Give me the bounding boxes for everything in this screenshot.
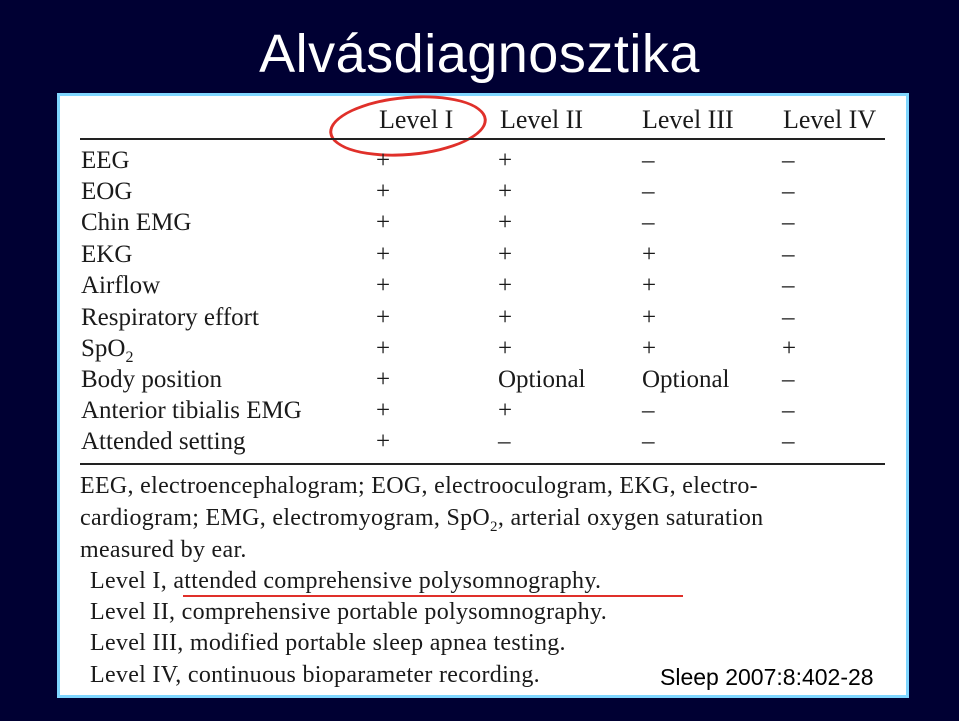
spo2-subscript: 2 (125, 349, 134, 366)
footnote-line: EEG, electroencephalogram; EOG, electrooculogram, EKG, electro- (80, 473, 758, 499)
row-label: Chin EMG (81, 209, 192, 236)
table-row (57, 428, 909, 459)
cell-level-i: + (376, 397, 391, 424)
cell-level-iv: – (782, 209, 795, 236)
cell-level-i: + (376, 304, 391, 331)
cell-level-iv: + (782, 335, 797, 362)
cell-level-ii: – (498, 428, 511, 455)
spo2-label: SpO (81, 335, 126, 362)
cell-level-ii: Optional (498, 366, 586, 393)
cell-level-i: + (376, 335, 391, 362)
cell-level-iv: – (782, 241, 795, 268)
row-label: Airflow (81, 272, 161, 299)
header-level-i: Level I (379, 105, 454, 134)
cell-level-ii: + (498, 397, 513, 424)
table-row (57, 209, 909, 240)
cell-level-iii: + (642, 304, 657, 331)
level-i-highlight-underline (183, 595, 683, 597)
table-row (57, 241, 909, 272)
cell-level-iv: – (782, 147, 795, 174)
cell-level-iii: – (642, 209, 655, 236)
header-rule (80, 138, 885, 140)
cell-level-ii: + (498, 147, 513, 174)
table-row (57, 272, 909, 303)
cell-level-iii: – (642, 178, 655, 205)
cell-level-iv: – (782, 178, 795, 205)
citation: Sleep 2007:8:402-28 (660, 664, 874, 690)
cell-level-iv: – (782, 366, 795, 393)
cell-level-iii: – (642, 397, 655, 424)
cell-level-ii: + (498, 304, 513, 331)
row-label: EOG (81, 178, 133, 205)
cell-level-iv: – (782, 397, 795, 424)
footnote-line2-end: , arterial oxygen saturation (497, 505, 764, 531)
level-definition: Level III, modified portable sleep apnea testing. (90, 630, 566, 656)
cell-level-i: + (376, 272, 391, 299)
row-label: Attended setting (81, 428, 246, 455)
cell-level-ii: + (498, 178, 513, 205)
cell-level-i: + (376, 241, 391, 268)
footnote-line2-start: cardiogram; EMG, electromyogram, SpO (80, 505, 491, 531)
row-label: Respiratory effort (81, 304, 259, 331)
cell-level-iii: – (642, 147, 655, 174)
footnote-rule (80, 463, 885, 465)
cell-level-i: + (376, 366, 391, 393)
table-row (57, 397, 909, 428)
cell-level-iii: – (642, 428, 655, 455)
table-row (57, 335, 909, 366)
cell-level-iii: + (642, 241, 657, 268)
cell-level-i: + (376, 178, 391, 205)
cell-level-ii: + (498, 241, 513, 268)
level-definition: Level IV, continuous bioparameter recording. (90, 662, 540, 688)
row-label: Body position (81, 366, 222, 393)
cell-level-iii: + (642, 335, 657, 362)
footnote-line (80, 505, 763, 536)
table-row (57, 147, 909, 178)
cell-level-ii: + (498, 335, 513, 362)
cell-level-iii: + (642, 272, 657, 299)
row-label: EKG (81, 241, 133, 268)
cell-level-iv: – (782, 304, 795, 331)
cell-level-i: + (376, 428, 391, 455)
cell-level-i: + (376, 147, 391, 174)
header-level-iii: Level III (642, 105, 734, 134)
table-panel (57, 93, 909, 698)
table-row (57, 178, 909, 209)
slide-title: Alvásdiagnosztika (259, 24, 700, 84)
table-row (57, 366, 909, 397)
row-label: Anterior tibialis EMG (81, 397, 302, 424)
cell-level-iii: Optional (642, 366, 730, 393)
header-level-iv: Level IV (783, 105, 877, 134)
cell-level-ii: + (498, 209, 513, 236)
table-row (57, 304, 909, 335)
header-level-ii: Level II (500, 105, 584, 134)
row-label (81, 335, 133, 367)
footnote-line: measured by ear. (80, 537, 247, 563)
cell-level-i: + (376, 209, 391, 236)
cell-level-iv: – (782, 428, 795, 455)
cell-level-ii: + (498, 272, 513, 299)
level-definition: Level I, attended comprehensive polysomnography. (90, 568, 602, 594)
level-definition: Level II, comprehensive portable polysomnography. (90, 599, 607, 625)
row-label: EEG (81, 147, 130, 174)
cell-level-iv: – (782, 272, 795, 299)
footnote-subscript: 2 (490, 518, 498, 535)
